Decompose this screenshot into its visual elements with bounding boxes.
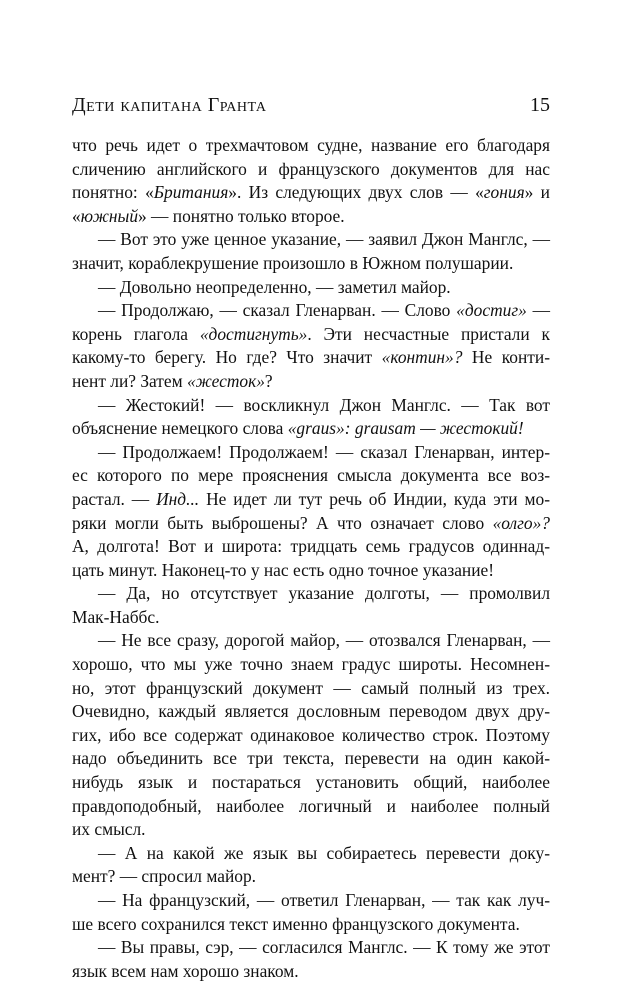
- text-line: [72, 205, 550, 229]
- text-span: растал. —: [72, 488, 157, 509]
- text-line: [72, 629, 550, 653]
- text-span: что речь идет о трехмачтовом судне, название его благодаря: [72, 135, 550, 155]
- text-line: [72, 464, 550, 488]
- italic-span: южный: [80, 205, 139, 226]
- text-span: их смысл.: [72, 819, 146, 840]
- text-span: хорошо, что мы уже точно знаем градус широты. Несомнен-: [72, 654, 550, 675]
- text-line: [72, 865, 550, 889]
- text-line: [72, 512, 550, 536]
- text-line: [72, 134, 550, 158]
- text-span: «: [72, 205, 81, 226]
- text-line: [72, 488, 550, 512]
- text-line: [72, 771, 550, 795]
- text-line: [72, 346, 550, 370]
- text-span: Не конти-: [462, 347, 550, 368]
- text-span: корень глагола: [72, 323, 200, 344]
- text-line: [72, 842, 550, 866]
- text-span: язык всем нам хорошо знаком.: [72, 960, 299, 981]
- text-span: какому-то берегу. Но где? Что значит: [72, 347, 382, 368]
- text-span: — Вы правы, сэр, — согласился Манглс. — К тому же этот: [98, 937, 550, 958]
- text-span: нент ли? Затем: [72, 370, 187, 391]
- text-line: [72, 323, 550, 347]
- italic-span: «graus»: grausam — жестокий!: [287, 418, 524, 439]
- running-head-title: Дети капитана Гранта: [72, 94, 267, 116]
- text-span: » — понятно только второе.: [138, 205, 345, 226]
- text-line: [72, 795, 550, 819]
- text-line: [72, 582, 550, 606]
- text-span: ше всего сохранился текст именно французского документа.: [72, 913, 520, 934]
- text-span: . Эти несчастные пристали к: [307, 323, 550, 344]
- text-line: [72, 252, 550, 276]
- page-number: 15: [530, 94, 550, 116]
- text-line: [72, 606, 550, 630]
- text-line: [72, 747, 550, 771]
- text-span: ряки могли быть выброшены? А что означает слово: [72, 512, 493, 533]
- text-span: — Продолжаю, — сказал Гленарван. — Слово: [98, 300, 457, 321]
- text-line: [72, 724, 550, 748]
- text-line: [72, 700, 550, 724]
- text-line: [72, 936, 550, 960]
- text-span: — Продолжаем! Продолжаем! — сказал Гленарван, интер-: [98, 441, 550, 462]
- text-line: [72, 181, 550, 205]
- text-span: значит, кораблекрушение произошло в Южном полушарии.: [72, 252, 514, 273]
- text-span: сличению английского и французского документов для нас: [72, 158, 550, 179]
- text-span: понятно: «: [72, 182, 154, 203]
- text-line: [72, 818, 550, 842]
- italic-span: гония: [483, 182, 525, 203]
- text-line: [72, 441, 550, 465]
- text-span: гих, ибо все содержат одинаковое количество строк. Поэтому: [72, 724, 550, 745]
- text-span: — Вот это уже ценное указание, — заявил Джон Манглс, —: [98, 229, 550, 250]
- text-line: [72, 158, 550, 182]
- text-span: — Да, но отсутствует указание долготы, — промолвил: [98, 583, 550, 604]
- italic-span: «контин»?: [381, 347, 463, 368]
- text-span: надо объединить все три текста, перевести на один какой-: [72, 748, 550, 769]
- text-line: [72, 889, 550, 913]
- text-line: [72, 394, 550, 418]
- text-span: цать минут. Наконец-то у нас есть одно точное указание!: [72, 559, 495, 580]
- text-span: объяснение немецкого слова: [72, 418, 288, 439]
- text-line: [72, 299, 550, 323]
- text-line: [72, 535, 550, 559]
- italic-span: «олго»?: [492, 512, 550, 533]
- text-span: А, долгота! Вот и широта: тридцать семь градусов одиннад-: [72, 536, 550, 557]
- text-line: [72, 677, 550, 701]
- text-span: Мак-Наббс.: [72, 606, 160, 627]
- text-line: [72, 653, 550, 677]
- italic-span: «достигнуть»: [199, 323, 308, 344]
- italic-span: «достиг»: [456, 300, 527, 321]
- italic-span: «жесток»: [186, 370, 265, 391]
- text-line: [72, 228, 550, 252]
- text-span: мент? — спросил майор.: [72, 866, 256, 887]
- text-span: — Довольно неопределенно, — заметил майор.: [98, 276, 451, 297]
- text-span: ?: [264, 370, 273, 391]
- text-span: — А на какой же язык вы собираетесь перевести доку-: [98, 842, 550, 863]
- body-text: [72, 134, 550, 983]
- text-span: Не идет ли тут речь об Индии, куда эти мо-: [199, 488, 550, 509]
- text-span: ». Из следующих двух слов — «: [228, 182, 484, 203]
- text-line: [72, 960, 550, 984]
- text-line: [72, 559, 550, 583]
- text-span: — Не все сразу, дорогой майор, — отозвался Гленарван, —: [98, 630, 550, 651]
- italic-span: Инд...: [156, 488, 200, 509]
- running-head: [72, 94, 550, 124]
- text-span: » и: [524, 182, 550, 203]
- text-span: —: [526, 300, 550, 321]
- text-line: [72, 276, 550, 300]
- text-span: — Жестокий! — воскликнул Джон Манглс. — Так вот: [98, 394, 550, 415]
- text-span: ес которого по мере прояснения смысла документа все воз-: [72, 465, 550, 486]
- text-line: [72, 417, 550, 441]
- text-span: — На французский, — ответил Гленарван, — так как луч-: [98, 890, 550, 910]
- text-span: Очевидно, каждый является дословным переводом двух дру-: [72, 701, 550, 722]
- italic-span: Британия: [153, 182, 229, 203]
- text-line: [72, 370, 550, 394]
- text-span: правдоподобный, наиболее логичный и наиболее полный: [72, 795, 550, 816]
- text-span: нибудь язык и постараться установить общий, наиболее: [72, 772, 550, 793]
- text-line: [72, 913, 550, 937]
- text-span: но, этот французский документ — самый полный из трех.: [72, 677, 550, 698]
